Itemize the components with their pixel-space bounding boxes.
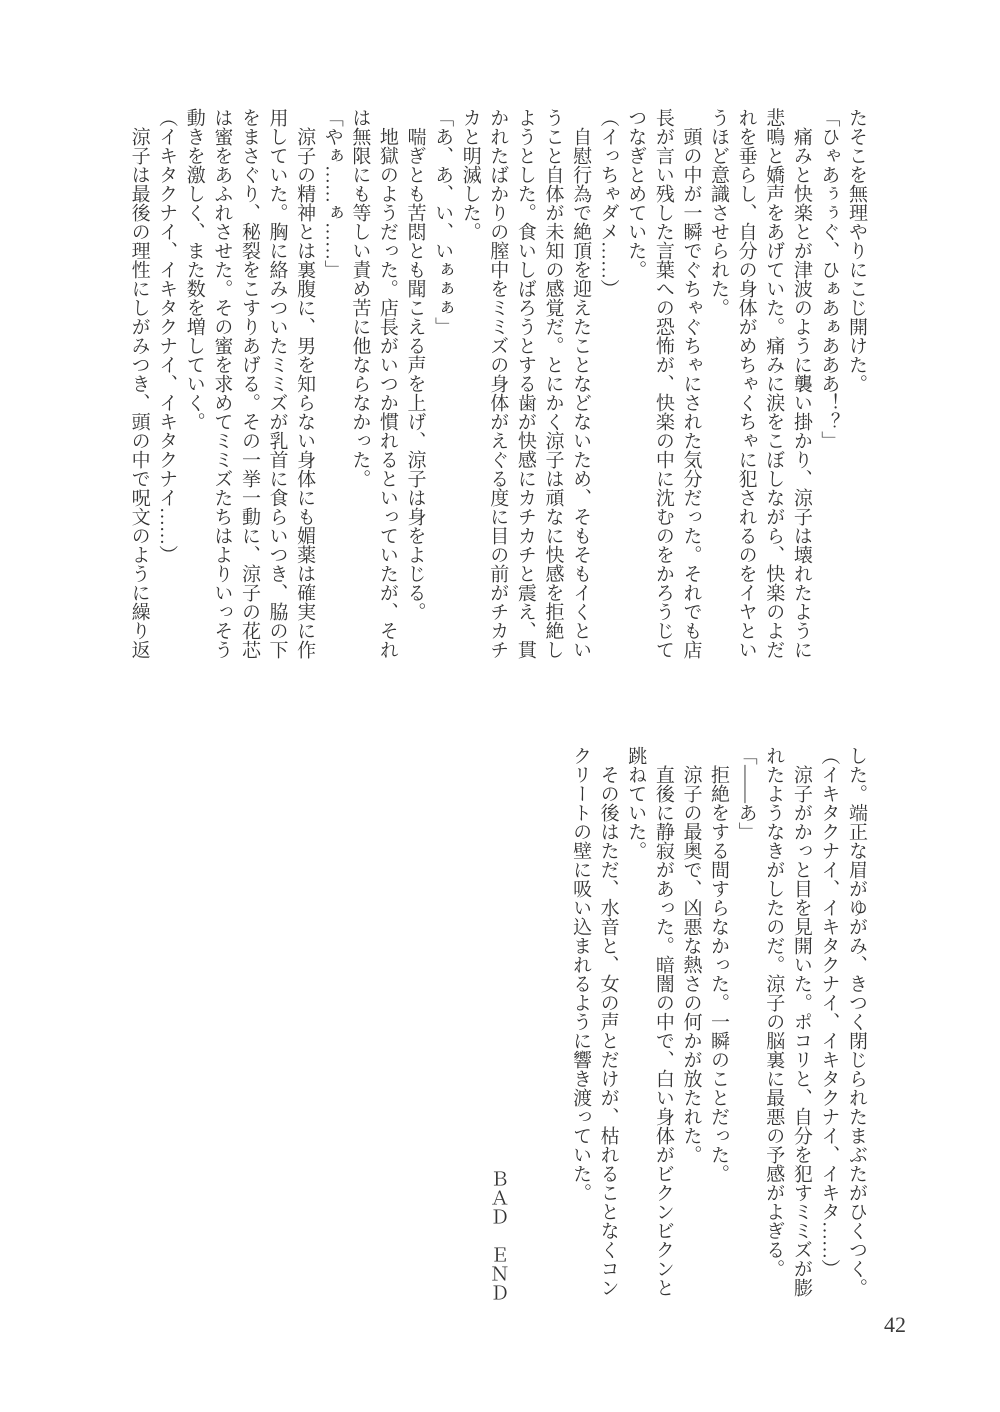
text-line: 涼子の最奥で、凶悪な熱さの何かが放たれた。 [680,765,702,1164]
text-line: その後はただ、水音と、女の声とだけが、枯れることなくコン [597,765,619,1297]
text-line: カと明滅した。 [459,108,481,241]
bad-end-label: ＢＡＤ ＥＮＤ [487,1169,509,1302]
text-line: かれたばかりの膣中をミミズの身体がえぐる度に目の前がチカチ [487,108,509,659]
text-line: 悲鳴と嬌声をあげていた。痛みに涙をこぼしながら、快楽のよだ [763,108,785,659]
text-line: 涼子がかっと目を見開いた。ポコリと、自分を犯すミミズが膨 [790,765,812,1297]
text-line: 動きを激しく、また数を増していく。 [183,108,205,431]
text-line: 用していた。胸に絡みついたミミズが乳首に食らいつき、脇の下 [266,108,288,659]
text-line: 「――あ」 [735,746,757,841]
text-line: をまさぐり、秘裂をこすりあげる。その一挙一動に、涼子の花芯 [238,108,260,659]
text-line: 長が言い残した言葉への恐怖が、快楽の中に沈むのをかろうじて [652,108,674,659]
text-line: うこと自体が未知の感覚だ。とにかく涼子は頑なに快感を拒絶し [542,108,564,659]
text-line: つなぎとめていた。 [625,108,647,279]
text-line: は蜜をあふれさせた。その蜜を求めてミミズたちはよりいっそう [211,108,233,659]
text-line: 拒絶をする間すらなかった。一瞬のことだった。 [708,765,730,1183]
blank-line [539,746,567,1302]
text-line: （イキタクナイ、イキタクナイ、イキタクナイ、イキタ……） [818,746,840,1278]
text-line: 「やぁ……ぁ……」 [321,108,343,279]
text-line: 頭の中が一瞬でぐちゃぐちゃにされた気分だった。それでも店 [680,127,702,659]
text-line: （イキタクナイ、イキタクナイ、イキタクナイ……） [156,108,178,564]
text-line: 「あ、あ、い、いぁぁぁ」 [432,108,454,336]
text-line: 「ひゃあぅぅぐ、ひぁあぁあああ！？」 [818,108,840,450]
text-line: クリートの壁に吸い込まれるように響き渡っていた。 [570,746,592,1202]
text-line: （イっちゃダメ……） [597,108,619,298]
text-block-bottom [484,746,870,1302]
text-line: 涼子の精神とは裏腹に、男を知らない身体にも媚薬は確実に作 [294,127,316,659]
text-line: 自慰行為で絶頂を迎えたことなどないため、そもそもイくとい [570,127,592,659]
text-line: たそこを無理やりにこじ開けた。 [846,108,867,393]
page-number: 42 [884,1312,906,1337]
text-line: れたようなきがしたのだ。涼子の脳裏に最悪の予感がよぎる。 [763,746,785,1278]
text-line: した。端正な眉がゆがみ、きつく閉じられたまぶたがひくつく。 [846,746,867,1297]
text-line: 跳ねていた。 [625,746,647,860]
text-line: ようとした。食いしばろうとする歯が快感にカチカチと震え、貫 [514,108,536,659]
text-line: は無限にも等しい責め苦に他ならなかった。 [349,108,371,488]
text-line: 涼子は最後の理性にしがみつき、頭の中で呪文のように繰り返 [128,127,150,659]
text-block-top [125,108,870,664]
text-line: うほど意識させられた。 [708,108,730,317]
text-line: 直後に静寂があった。暗闇の中で、白い身体がビクンビクンと [652,765,674,1297]
text-line: 喘ぎとも苦悶とも聞こえる声を上げ、涼子は身をよじる。 [404,127,426,621]
blank-line [511,746,539,1302]
text-line: 地獄のようだった。店長がいつか慣れるといっていたが、それ [376,127,398,659]
text-line: れを垂らし、自分の身体がめちゃくちゃに犯されるのをイヤとい [735,108,757,659]
text-line: 痛みと快楽とが津波のように襲い掛かり、涼子は壊れたように [790,127,812,659]
